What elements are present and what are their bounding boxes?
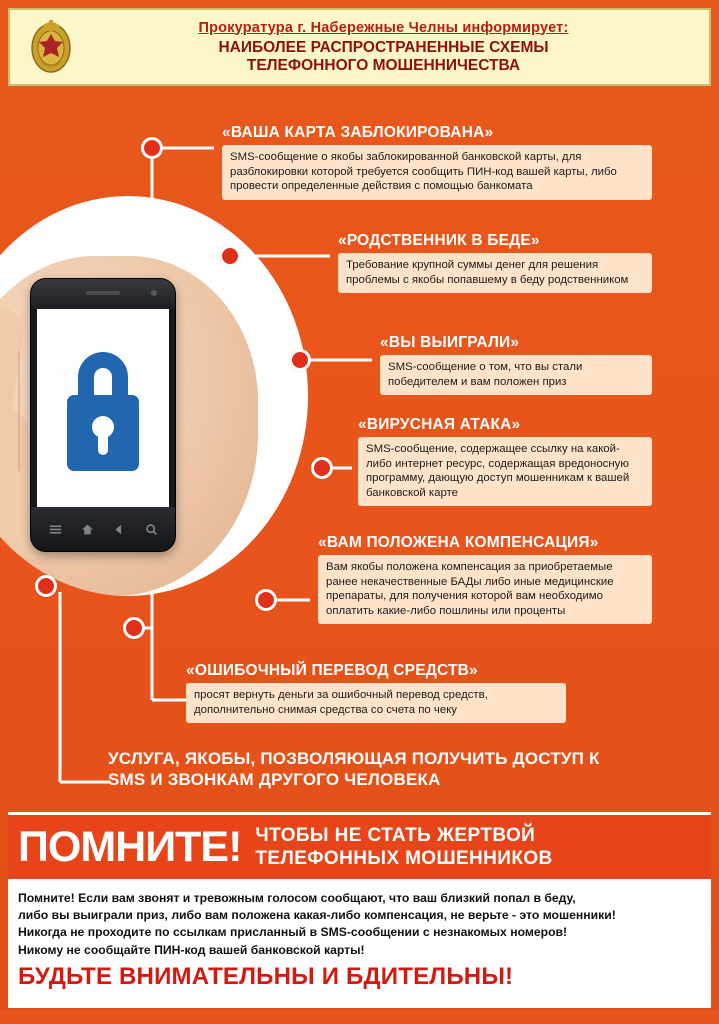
scheme-text: SMS-сообщение, содержащее ссылку на какой-либо интернет ресурс, содержащая вредоносную программу, дающую доступ мошенникам к вашей банковской карте — [358, 437, 652, 506]
scheme-text: SMS-сообщение о якобы заблокированной банковской карты, для разблокировки которой требуется сообщить ПИН-код вашей карты, либо провести определенные действия с помощью банкомата — [222, 145, 652, 200]
remember-subtext-line-1: ЧТОБЫ НЕ СТАТЬ ЖЕРТВОЙ — [255, 825, 536, 846]
footer-line-4: Никому не сообщайте ПИН-код вашей банковской карты! — [18, 942, 365, 957]
scheme-title: «РОДСТВЕННИК В БЕДЕ» — [338, 232, 540, 249]
connector-dot — [35, 575, 57, 597]
scheme-item-2 — [338, 232, 652, 293]
footer-line-3: Никогда не проходите по ссылкам присланный в SMS-сообщении с незнакомых номеров! — [18, 925, 568, 940]
header-line-2 — [88, 39, 679, 75]
bottom-strip — [0, 1010, 719, 1024]
remember-headline: ПОМНИТЕ! — [18, 823, 242, 871]
header-line-2a: НАИБОЛЕЕ РАСПРОСТРАНЕННЫЕ СХЕМЫ — [218, 38, 549, 56]
scheme-item-7 — [108, 748, 628, 793]
scheme-text: просят вернуть деньги за ошибочный перевод средств, дополнительно снимая средства со счета по чеку — [186, 683, 566, 723]
back-icon — [113, 523, 126, 536]
connector-dot — [219, 245, 241, 267]
scheme-item-4 — [358, 416, 652, 506]
footer-line-1: Помните! Если вам звонят и тревожным голосом сообщают, что ваш близкий попал в беду, — [18, 891, 576, 905]
scheme-item-5 — [318, 534, 652, 624]
scheme-title: УСЛУГА, ЯКОБЫ, ПОЗВОЛЯЮЩАЯ ПОЛУЧИТЬ ДОСТУП К SMS И ЗВОНКАМ ДРУГОГО ЧЕЛОВЕКА — [108, 749, 600, 789]
scheme-item-3 — [380, 334, 652, 395]
scheme-item-6 — [186, 662, 566, 723]
header-line-2b: ТЕЛЕФОННОГО МОШЕННИЧЕСТВА — [246, 56, 521, 74]
scheme-title: «ВАША КАРТА ЗАБЛОКИРОВАНА» — [222, 124, 494, 141]
scheme-text: Вам якобы положена компенсация за приобретаемые ранее некачественные БАДы либо иные медицинские препараты, для получения которой вам необходимо оплатить какие-либо пошлины или проценты — [318, 555, 652, 624]
connector-dot — [255, 589, 277, 611]
phone-screen — [37, 309, 169, 507]
scheme-title: «ОШИБОЧНЫЙ ПЕРЕВОД СРЕДСТВ» — [186, 662, 478, 679]
scheme-title: «ВЫ ВЫИГРАЛИ» — [380, 334, 520, 351]
speaker-grill — [86, 291, 120, 295]
phone-earpiece-area — [31, 279, 175, 309]
connector-dot — [289, 349, 311, 371]
menu-icon — [49, 523, 62, 536]
remember-banner — [8, 812, 711, 882]
search-icon — [145, 523, 158, 536]
phone-nav-bar — [31, 507, 175, 551]
connector-dot — [123, 617, 145, 639]
scheme-title: «ВИРУСНАЯ АТАКА» — [358, 416, 521, 433]
scheme-text: SMS-сообщение о том, что вы стали победителем и вам положен приз — [380, 355, 652, 395]
footer-advice-block — [8, 882, 711, 1008]
header-text-block — [88, 20, 709, 75]
connector-dot — [141, 137, 163, 159]
home-icon — [81, 523, 94, 536]
remember-subtext-line-2: ТЕЛЕФОННЫХ МОШЕННИКОВ — [255, 848, 553, 869]
smartphone — [30, 278, 176, 552]
prosecutors-office-emblem — [18, 14, 84, 80]
scheme-item-1 — [222, 124, 652, 200]
illustration-oval — [0, 196, 308, 596]
footer-final-call: БУДЬТЕ ВНИМАТЕЛЬНЫ И БДИТЕЛЬНЫ! — [18, 962, 514, 990]
hand-crease — [18, 351, 20, 471]
remember-subtext — [255, 824, 552, 870]
padlock-icon — [55, 335, 151, 485]
header-banner — [8, 8, 711, 86]
connector-dot — [311, 457, 333, 479]
footer-line-2: либо вы выиграли приз, либо вам положена какая-либо компенсация, не верьте - это мошенники! — [18, 908, 616, 923]
scheme-text: Требование крупной суммы денег для решения проблемы с якобы попавшему в беду родственником — [338, 253, 652, 293]
scheme-title: «ВАМ ПОЛОЖЕНА КОМПЕНСАЦИЯ» — [318, 534, 599, 551]
header-line-1: Прокуратура г. Набережные Челны информирует: — [198, 19, 569, 36]
front-camera-icon — [151, 290, 157, 296]
